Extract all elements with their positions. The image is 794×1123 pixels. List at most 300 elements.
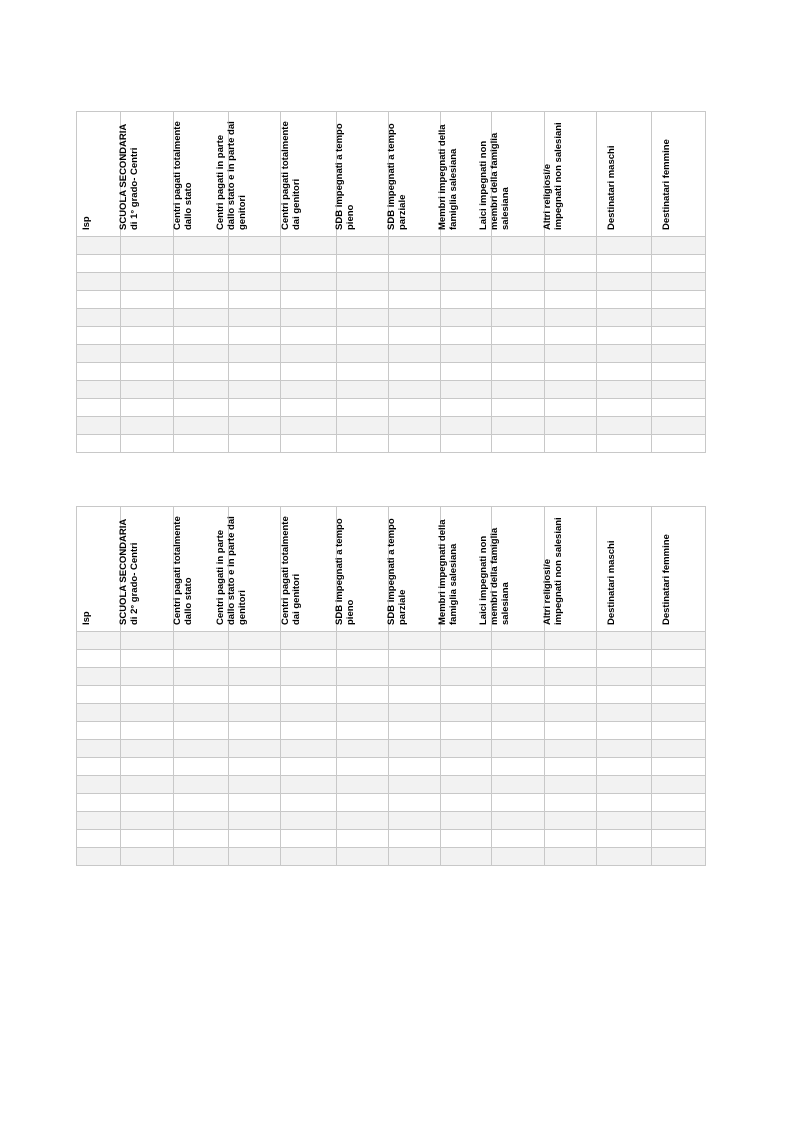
table-cell[interactable] xyxy=(174,668,229,686)
table-cell[interactable] xyxy=(337,668,389,686)
table-cell[interactable] xyxy=(492,417,545,435)
table-cell[interactable] xyxy=(652,812,706,830)
table-cell[interactable] xyxy=(389,686,441,704)
table-cell[interactable] xyxy=(174,291,229,309)
table-cell[interactable] xyxy=(174,812,229,830)
table-cell[interactable] xyxy=(441,650,492,668)
table-cell[interactable] xyxy=(492,381,545,399)
table-cell[interactable] xyxy=(77,704,121,722)
table-cell[interactable] xyxy=(174,237,229,255)
table-cell[interactable] xyxy=(652,399,706,417)
table-cell[interactable] xyxy=(77,237,121,255)
table-cell[interactable] xyxy=(229,722,281,740)
table-cell[interactable] xyxy=(121,273,174,291)
table-cell[interactable] xyxy=(597,704,652,722)
table-cell[interactable] xyxy=(77,632,121,650)
table-cell[interactable] xyxy=(545,381,597,399)
table-cell[interactable] xyxy=(597,237,652,255)
table-cell[interactable] xyxy=(492,327,545,345)
table-cell[interactable] xyxy=(77,776,121,794)
table-cell[interactable] xyxy=(545,704,597,722)
table-cell[interactable] xyxy=(121,758,174,776)
table-cell[interactable] xyxy=(77,650,121,668)
table-cell[interactable] xyxy=(652,758,706,776)
table-cell[interactable] xyxy=(545,758,597,776)
table-cell[interactable] xyxy=(545,291,597,309)
table-cell[interactable] xyxy=(441,812,492,830)
table-cell[interactable] xyxy=(337,345,389,363)
table-cell[interactable] xyxy=(441,381,492,399)
table-cell[interactable] xyxy=(77,363,121,381)
table-cell[interactable] xyxy=(389,776,441,794)
table-cell[interactable] xyxy=(337,435,389,453)
table-cell[interactable] xyxy=(441,273,492,291)
table-cell[interactable] xyxy=(597,650,652,668)
table-cell[interactable] xyxy=(545,327,597,345)
table-cell[interactable] xyxy=(281,632,337,650)
table-cell[interactable] xyxy=(174,686,229,704)
table-cell[interactable] xyxy=(545,435,597,453)
table-cell[interactable] xyxy=(597,381,652,399)
table-cell[interactable] xyxy=(441,668,492,686)
table-cell[interactable] xyxy=(441,237,492,255)
table-cell[interactable] xyxy=(281,830,337,848)
table-cell[interactable] xyxy=(389,722,441,740)
table-cell[interactable] xyxy=(337,417,389,435)
table-cell[interactable] xyxy=(389,327,441,345)
table-cell[interactable] xyxy=(597,363,652,381)
table-cell[interactable] xyxy=(597,291,652,309)
table-cell[interactable] xyxy=(597,794,652,812)
table-cell[interactable] xyxy=(77,740,121,758)
table-cell[interactable] xyxy=(389,704,441,722)
table-cell[interactable] xyxy=(545,363,597,381)
table-cell[interactable] xyxy=(229,363,281,381)
table-cell[interactable] xyxy=(281,417,337,435)
table-cell[interactable] xyxy=(174,758,229,776)
table-cell[interactable] xyxy=(441,345,492,363)
table-cell[interactable] xyxy=(77,722,121,740)
table-cell[interactable] xyxy=(652,435,706,453)
table-cell[interactable] xyxy=(492,812,545,830)
table-cell[interactable] xyxy=(174,632,229,650)
table-cell[interactable] xyxy=(337,704,389,722)
table-cell[interactable] xyxy=(597,758,652,776)
table-cell[interactable] xyxy=(229,812,281,830)
table-cell[interactable] xyxy=(281,758,337,776)
table-cell[interactable] xyxy=(337,291,389,309)
table-cell[interactable] xyxy=(652,848,706,866)
table-cell[interactable] xyxy=(597,812,652,830)
table-cell[interactable] xyxy=(597,435,652,453)
table-cell[interactable] xyxy=(229,758,281,776)
table-cell[interactable] xyxy=(652,417,706,435)
table-cell[interactable] xyxy=(492,435,545,453)
table-cell[interactable] xyxy=(77,381,121,399)
table-cell[interactable] xyxy=(121,309,174,327)
table-cell[interactable] xyxy=(174,417,229,435)
table-cell[interactable] xyxy=(492,273,545,291)
table-cell[interactable] xyxy=(389,650,441,668)
table-cell[interactable] xyxy=(337,381,389,399)
table-cell[interactable] xyxy=(389,417,441,435)
table-cell[interactable] xyxy=(492,309,545,327)
table-cell[interactable] xyxy=(337,399,389,417)
table-cell[interactable] xyxy=(597,686,652,704)
table-cell[interactable] xyxy=(441,722,492,740)
table-cell[interactable] xyxy=(229,776,281,794)
table-cell[interactable] xyxy=(281,668,337,686)
table-cell[interactable] xyxy=(389,794,441,812)
table-cell[interactable] xyxy=(389,363,441,381)
table-cell[interactable] xyxy=(337,848,389,866)
table-cell[interactable] xyxy=(652,381,706,399)
table-cell[interactable] xyxy=(545,686,597,704)
table-cell[interactable] xyxy=(597,309,652,327)
table-cell[interactable] xyxy=(492,848,545,866)
table-cell[interactable] xyxy=(652,830,706,848)
table-cell[interactable] xyxy=(121,632,174,650)
table-cell[interactable] xyxy=(441,704,492,722)
table-cell[interactable] xyxy=(389,381,441,399)
table-cell[interactable] xyxy=(174,255,229,273)
table-cell[interactable] xyxy=(441,363,492,381)
table-cell[interactable] xyxy=(77,417,121,435)
table-cell[interactable] xyxy=(121,740,174,758)
table-cell[interactable] xyxy=(281,309,337,327)
table-cell[interactable] xyxy=(77,830,121,848)
table-cell[interactable] xyxy=(545,309,597,327)
table-cell[interactable] xyxy=(389,830,441,848)
table-cell[interactable] xyxy=(389,255,441,273)
table-cell[interactable] xyxy=(597,740,652,758)
table-cell[interactable] xyxy=(229,740,281,758)
table-cell[interactable] xyxy=(121,255,174,273)
table-cell[interactable] xyxy=(229,345,281,363)
table-cell[interactable] xyxy=(174,794,229,812)
table-cell[interactable] xyxy=(121,399,174,417)
table-cell[interactable] xyxy=(174,830,229,848)
table-cell[interactable] xyxy=(174,363,229,381)
table-cell[interactable] xyxy=(389,273,441,291)
table-cell[interactable] xyxy=(389,399,441,417)
table-cell[interactable] xyxy=(492,740,545,758)
table-cell[interactable] xyxy=(281,327,337,345)
table-cell[interactable] xyxy=(174,650,229,668)
table-cell[interactable] xyxy=(337,632,389,650)
table-cell[interactable] xyxy=(652,650,706,668)
table-cell[interactable] xyxy=(337,327,389,345)
table-cell[interactable] xyxy=(652,327,706,345)
table-cell[interactable] xyxy=(281,812,337,830)
table-cell[interactable] xyxy=(545,417,597,435)
table-cell[interactable] xyxy=(545,345,597,363)
table-cell[interactable] xyxy=(441,435,492,453)
table-cell[interactable] xyxy=(389,632,441,650)
table-cell[interactable] xyxy=(545,722,597,740)
table-cell[interactable] xyxy=(229,650,281,668)
table-cell[interactable] xyxy=(389,848,441,866)
table-cell[interactable] xyxy=(77,345,121,363)
table-cell[interactable] xyxy=(492,704,545,722)
table-cell[interactable] xyxy=(597,327,652,345)
table-cell[interactable] xyxy=(121,794,174,812)
table-cell[interactable] xyxy=(545,632,597,650)
table-cell[interactable] xyxy=(121,291,174,309)
table-cell[interactable] xyxy=(337,309,389,327)
table-cell[interactable] xyxy=(492,399,545,417)
table-cell[interactable] xyxy=(77,327,121,345)
table-cell[interactable] xyxy=(492,722,545,740)
table-cell[interactable] xyxy=(441,740,492,758)
table-cell[interactable] xyxy=(77,668,121,686)
table-cell[interactable] xyxy=(77,686,121,704)
table-cell[interactable] xyxy=(174,722,229,740)
table-cell[interactable] xyxy=(441,686,492,704)
table-cell[interactable] xyxy=(597,255,652,273)
table-cell[interactable] xyxy=(121,830,174,848)
table-cell[interactable] xyxy=(597,345,652,363)
table-cell[interactable] xyxy=(281,704,337,722)
table-cell[interactable] xyxy=(441,848,492,866)
table-cell[interactable] xyxy=(174,327,229,345)
table-cell[interactable] xyxy=(174,309,229,327)
table-cell[interactable] xyxy=(337,776,389,794)
table-cell[interactable] xyxy=(337,812,389,830)
table-cell[interactable] xyxy=(281,381,337,399)
table-cell[interactable] xyxy=(597,273,652,291)
table-cell[interactable] xyxy=(389,758,441,776)
table-cell[interactable] xyxy=(492,345,545,363)
table-cell[interactable] xyxy=(77,399,121,417)
table-cell[interactable] xyxy=(77,435,121,453)
table-cell[interactable] xyxy=(229,794,281,812)
table-cell[interactable] xyxy=(597,668,652,686)
table-cell[interactable] xyxy=(77,812,121,830)
table-cell[interactable] xyxy=(281,794,337,812)
table-cell[interactable] xyxy=(652,255,706,273)
table-cell[interactable] xyxy=(597,830,652,848)
table-cell[interactable] xyxy=(77,848,121,866)
table-cell[interactable] xyxy=(337,830,389,848)
table-cell[interactable] xyxy=(281,273,337,291)
table-cell[interactable] xyxy=(597,632,652,650)
table-cell[interactable] xyxy=(121,345,174,363)
table-cell[interactable] xyxy=(492,776,545,794)
table-cell[interactable] xyxy=(337,255,389,273)
table-cell[interactable] xyxy=(492,291,545,309)
table-cell[interactable] xyxy=(597,417,652,435)
table-cell[interactable] xyxy=(389,740,441,758)
table-cell[interactable] xyxy=(121,435,174,453)
table-cell[interactable] xyxy=(229,686,281,704)
table-cell[interactable] xyxy=(441,830,492,848)
table-cell[interactable] xyxy=(281,686,337,704)
table-cell[interactable] xyxy=(77,309,121,327)
table-cell[interactable] xyxy=(174,704,229,722)
table-cell[interactable] xyxy=(337,686,389,704)
table-cell[interactable] xyxy=(389,291,441,309)
table-cell[interactable] xyxy=(597,399,652,417)
table-cell[interactable] xyxy=(229,830,281,848)
table-cell[interactable] xyxy=(652,668,706,686)
table-cell[interactable] xyxy=(281,722,337,740)
table-cell[interactable] xyxy=(229,237,281,255)
table-cell[interactable] xyxy=(652,237,706,255)
table-cell[interactable] xyxy=(174,848,229,866)
table-cell[interactable] xyxy=(492,650,545,668)
table-cell[interactable] xyxy=(545,273,597,291)
table-cell[interactable] xyxy=(281,255,337,273)
table-cell[interactable] xyxy=(389,345,441,363)
table-cell[interactable] xyxy=(77,758,121,776)
table-cell[interactable] xyxy=(492,668,545,686)
table-cell[interactable] xyxy=(545,794,597,812)
table-cell[interactable] xyxy=(281,740,337,758)
table-cell[interactable] xyxy=(652,794,706,812)
table-cell[interactable] xyxy=(229,704,281,722)
table-cell[interactable] xyxy=(441,632,492,650)
table-cell[interactable] xyxy=(77,273,121,291)
table-cell[interactable] xyxy=(77,291,121,309)
table-cell[interactable] xyxy=(281,345,337,363)
table-cell[interactable] xyxy=(597,848,652,866)
table-cell[interactable] xyxy=(389,237,441,255)
table-cell[interactable] xyxy=(597,722,652,740)
table-cell[interactable] xyxy=(121,237,174,255)
table-cell[interactable] xyxy=(389,812,441,830)
table-cell[interactable] xyxy=(229,417,281,435)
table-cell[interactable] xyxy=(652,632,706,650)
table-cell[interactable] xyxy=(492,632,545,650)
table-cell[interactable] xyxy=(337,722,389,740)
table-cell[interactable] xyxy=(121,668,174,686)
table-cell[interactable] xyxy=(174,273,229,291)
table-cell[interactable] xyxy=(545,399,597,417)
table-cell[interactable] xyxy=(281,399,337,417)
table-cell[interactable] xyxy=(492,237,545,255)
table-cell[interactable] xyxy=(545,848,597,866)
table-cell[interactable] xyxy=(652,704,706,722)
table-cell[interactable] xyxy=(121,686,174,704)
table-cell[interactable] xyxy=(229,399,281,417)
table-cell[interactable] xyxy=(121,776,174,794)
table-cell[interactable] xyxy=(281,650,337,668)
table-cell[interactable] xyxy=(652,776,706,794)
table-cell[interactable] xyxy=(174,740,229,758)
table-cell[interactable] xyxy=(652,309,706,327)
table-cell[interactable] xyxy=(174,399,229,417)
table-cell[interactable] xyxy=(545,237,597,255)
table-cell[interactable] xyxy=(121,704,174,722)
table-cell[interactable] xyxy=(545,740,597,758)
table-cell[interactable] xyxy=(652,722,706,740)
table-cell[interactable] xyxy=(121,381,174,399)
table-cell[interactable] xyxy=(441,758,492,776)
table-cell[interactable] xyxy=(597,776,652,794)
table-cell[interactable] xyxy=(337,363,389,381)
table-cell[interactable] xyxy=(545,830,597,848)
table-cell[interactable] xyxy=(337,794,389,812)
table-cell[interactable] xyxy=(229,848,281,866)
table-cell[interactable] xyxy=(281,363,337,381)
table-cell[interactable] xyxy=(229,632,281,650)
table-cell[interactable] xyxy=(229,255,281,273)
table-cell[interactable] xyxy=(389,435,441,453)
table-cell[interactable] xyxy=(174,776,229,794)
table-cell[interactable] xyxy=(337,237,389,255)
table-cell[interactable] xyxy=(281,435,337,453)
table-cell[interactable] xyxy=(545,255,597,273)
table-cell[interactable] xyxy=(121,417,174,435)
table-cell[interactable] xyxy=(652,345,706,363)
table-cell[interactable] xyxy=(337,650,389,668)
table-cell[interactable] xyxy=(492,686,545,704)
table-cell[interactable] xyxy=(281,848,337,866)
table-cell[interactable] xyxy=(174,435,229,453)
table-cell[interactable] xyxy=(337,740,389,758)
table-cell[interactable] xyxy=(652,291,706,309)
table-cell[interactable] xyxy=(281,291,337,309)
table-cell[interactable] xyxy=(441,776,492,794)
table-cell[interactable] xyxy=(174,381,229,399)
table-cell[interactable] xyxy=(121,812,174,830)
table-cell[interactable] xyxy=(652,686,706,704)
table-cell[interactable] xyxy=(121,363,174,381)
table-cell[interactable] xyxy=(121,722,174,740)
table-cell[interactable] xyxy=(121,327,174,345)
table-cell[interactable] xyxy=(441,399,492,417)
table-cell[interactable] xyxy=(545,812,597,830)
table-cell[interactable] xyxy=(441,327,492,345)
table-cell[interactable] xyxy=(229,668,281,686)
table-cell[interactable] xyxy=(77,794,121,812)
table-cell[interactable] xyxy=(229,435,281,453)
table-cell[interactable] xyxy=(441,794,492,812)
table-cell[interactable] xyxy=(337,758,389,776)
table-cell[interactable] xyxy=(229,273,281,291)
table-cell[interactable] xyxy=(492,794,545,812)
table-cell[interactable] xyxy=(77,255,121,273)
table-cell[interactable] xyxy=(492,758,545,776)
table-cell[interactable] xyxy=(652,273,706,291)
table-cell[interactable] xyxy=(229,309,281,327)
table-cell[interactable] xyxy=(492,363,545,381)
table-cell[interactable] xyxy=(174,345,229,363)
table-cell[interactable] xyxy=(389,668,441,686)
table-cell[interactable] xyxy=(441,417,492,435)
table-cell[interactable] xyxy=(281,776,337,794)
table-cell[interactable] xyxy=(441,309,492,327)
table-cell[interactable] xyxy=(652,740,706,758)
table-cell[interactable] xyxy=(281,237,337,255)
table-cell[interactable] xyxy=(121,848,174,866)
table-cell[interactable] xyxy=(441,291,492,309)
table-cell[interactable] xyxy=(652,363,706,381)
table-cell[interactable] xyxy=(441,255,492,273)
table-cell[interactable] xyxy=(121,650,174,668)
table-cell[interactable] xyxy=(229,327,281,345)
table-cell[interactable] xyxy=(337,273,389,291)
table-cell[interactable] xyxy=(229,381,281,399)
table-cell[interactable] xyxy=(545,668,597,686)
table-cell[interactable] xyxy=(492,255,545,273)
table-cell[interactable] xyxy=(229,291,281,309)
table-cell[interactable] xyxy=(492,830,545,848)
table-cell[interactable] xyxy=(545,650,597,668)
table-cell[interactable] xyxy=(545,776,597,794)
table-cell[interactable] xyxy=(389,309,441,327)
